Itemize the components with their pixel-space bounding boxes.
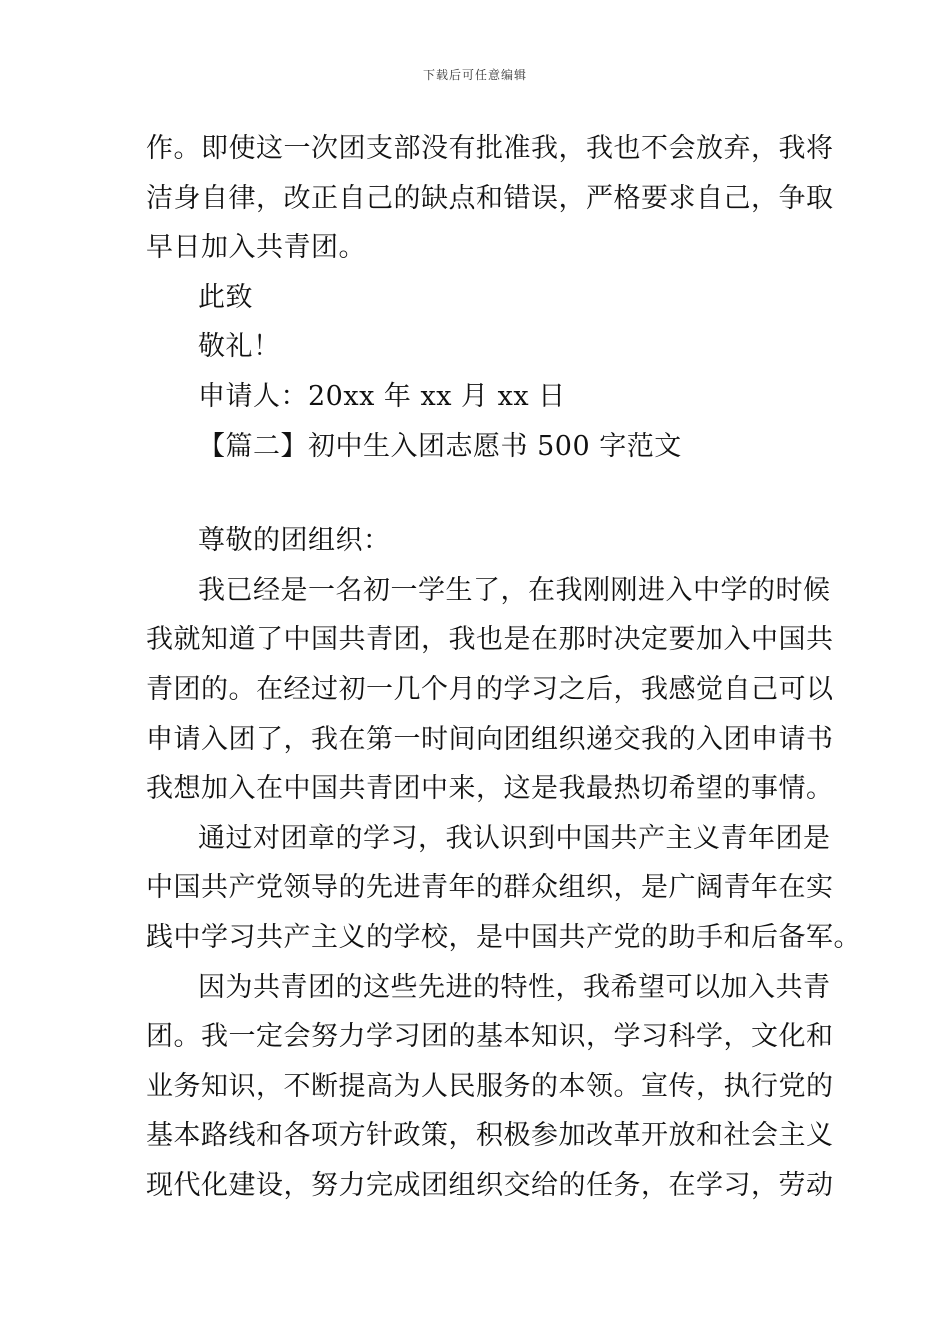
body-text-line: 基本路线和各项方针政策，积极参加改革开放和社会主义 xyxy=(146,1120,834,1152)
applicant-signature: 申请人：20xx 年 xx 月 xx 日 xyxy=(198,380,566,412)
body-text-line: 青团的。在经过初一几个月的学习之后，我感觉自己可以 xyxy=(146,673,834,705)
closing-salutation: 此致 xyxy=(198,281,253,313)
letter-greeting: 尊敬的团组织： xyxy=(198,525,391,557)
body-text-line: 现代化建设，努力完成团组织交给的任务，在学习，劳动 xyxy=(146,1169,834,1201)
body-text-line: 我想加入在中国共青团中来，这是我最热切希望的事情。 xyxy=(146,773,834,805)
document-body xyxy=(146,124,861,1210)
paragraph-start: 通过对团章的学习，我认识到中国共产主义青年团是 xyxy=(198,822,831,854)
body-text-line: 我就知道了中国共青团，我也是在那时决定要加入中国共 xyxy=(146,624,834,656)
section-title: 【篇二】初中生入团志愿书 500 字范文 xyxy=(198,430,682,462)
paragraph-start: 因为共青团的这些先进的特性，我希望可以加入共青 xyxy=(198,971,831,1003)
body-text-line: 洁身自律，改正自己的缺点和错误，严格要求自己，争取 xyxy=(146,182,834,214)
body-text-line: 早日加入共青团。 xyxy=(146,232,366,264)
page-header-note: 下载后可任意编辑 xyxy=(422,68,527,82)
body-text-line: 作。即使这一次团支部没有批准我，我也不会放弃，我将 xyxy=(146,133,834,164)
body-text-line: 中国共产党领导的先进青年的群众组织，是广阔青年在实 xyxy=(146,872,834,904)
closing-respect: 敬礼！ xyxy=(198,331,281,363)
body-text-line: 践中学习共产主义的学校，是中国共产党的助手和后备军。 xyxy=(146,921,861,953)
section-spacer xyxy=(146,471,818,516)
body-text-line: 业务知识，不断提高为人民服务的本领。宣传，执行党的 xyxy=(146,1070,834,1102)
paragraph-start: 我已经是一名初一学生了，在我刚刚进入中学的时候 xyxy=(198,574,831,606)
body-text-line: 团。我一定会努力学习团的基本知识，学习科学，文化和 xyxy=(146,1021,834,1053)
body-text-line: 申请入团了，我在第一时间向团组织递交我的入团申请书 xyxy=(146,723,834,755)
